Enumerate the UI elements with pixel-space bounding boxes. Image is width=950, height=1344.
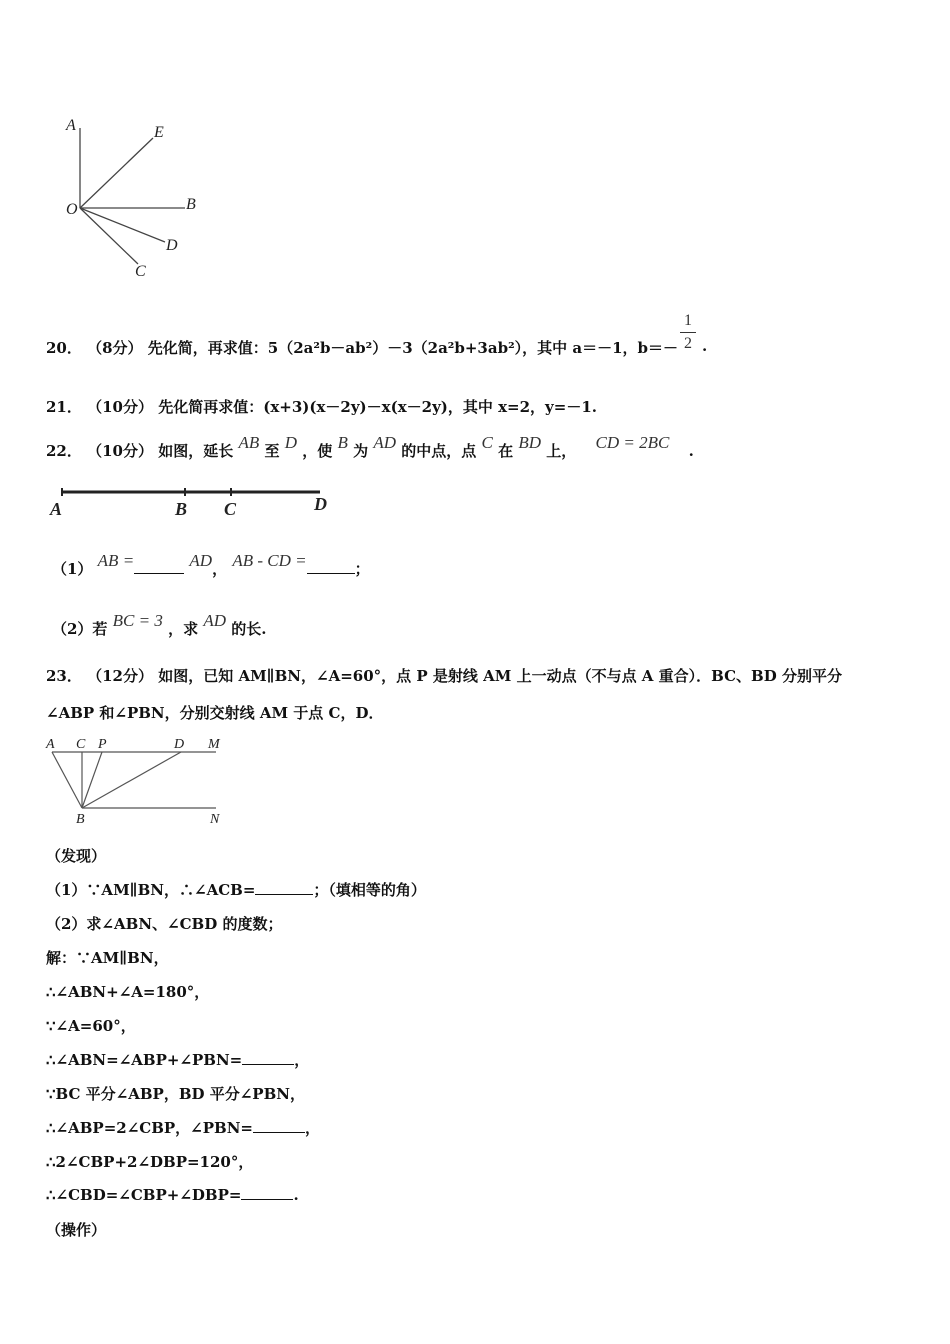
q22-sub1-math-1: AB = (97, 551, 135, 570)
q23-label-C: C (76, 737, 86, 752)
solution-blank-2[interactable] (253, 1118, 305, 1133)
solution-blank-1[interactable] (242, 1050, 294, 1065)
q22-sub1-math-3: AB - CD = (232, 551, 307, 570)
segment-figure-q22 (44, 484, 344, 520)
solution-line-8 (46, 1185, 299, 1204)
q22-math-B: B (337, 433, 348, 452)
solution-line-5: ∵BC 平分∠ABP，BD 平分∠PBN， (46, 1085, 305, 1103)
q22-text-3: ，使 (302, 442, 333, 460)
label-D: D (166, 237, 178, 254)
solution-line-8-tail: . (293, 1186, 299, 1204)
solution-line-6-text: ∴∠ABP=2∠CBP，∠PBN= (46, 1119, 253, 1137)
ray-OC (80, 208, 138, 264)
q22-text-1: 如图，延长 (158, 442, 234, 460)
solution-line-4 (46, 1049, 309, 1070)
solution-blank-3[interactable] (241, 1185, 293, 1200)
q22-sub1-blank-2[interactable] (307, 559, 355, 574)
q21-text: 先化简再求值：(x+3)(x－2y)－x(x－2y)，其中 x=2，y=－1. (158, 398, 597, 416)
q23-line-1: 如图，已知 AM∥BN，∠A=60°，点 P 是射线 AM 上一动点（不与点 A 重合）．BC、BD 分别平分 (158, 667, 842, 685)
q23-line-2: ∠ABP 和∠PBN，分别交射线 AM 于点 C，D． (46, 704, 384, 722)
q20-frac-numerator: 1 (684, 312, 692, 329)
q22-math-BD: BD (518, 433, 542, 452)
seg-label-D: D (314, 494, 327, 514)
parallel-lines-figure-q23 (44, 734, 234, 828)
q22-sub2-text-1: ，求 (168, 620, 199, 638)
segment-BP (82, 752, 102, 808)
q22-math-condition: CD = 2BC (595, 433, 670, 452)
solution-line-4-tail: ， (294, 1051, 310, 1069)
q22-sub1-blank-1[interactable] (134, 559, 184, 574)
solution-line-8-text: ∴∠CBD=∠CBP+∠DBP= (46, 1186, 242, 1204)
q22-number: 22． (46, 442, 82, 460)
solution-line-4-text: ∴∠ABN=∠ABP+∠PBN= (46, 1051, 243, 1069)
q22-math-AB: AB (238, 433, 260, 452)
solution-line-6 (46, 1117, 320, 1138)
q22-sub1-label: （1） (52, 560, 93, 578)
q23-number: 23． (46, 667, 82, 685)
q21-number: 21． (46, 398, 82, 416)
question-23 (46, 665, 842, 686)
q22-text-2: 至 (264, 442, 280, 460)
q23-step-1-blank[interactable] (255, 880, 313, 895)
label-A: A (66, 117, 76, 134)
q22-text-4: 为 (353, 442, 369, 460)
q23-step-1-tail: ；（填相等的角） (313, 881, 426, 899)
q23-step-1 (46, 879, 426, 900)
q22-math-C: C (481, 433, 493, 452)
q20-text: 先化简，再求值：5（2a²b－ab²）－3（2a²b+3ab²），其中 a＝－1，b＝－ (147, 339, 679, 357)
label-B: B (186, 196, 196, 213)
q22-sub2 (52, 611, 267, 639)
q22-text-6: 在 (498, 442, 514, 460)
q22-score: （10分） (87, 442, 153, 460)
ray-OE (80, 138, 153, 208)
segment-AB (52, 752, 82, 808)
segment-BD (82, 752, 181, 808)
q23-label-A: A (46, 737, 55, 752)
q22-math-AD: AD (373, 433, 397, 452)
question-20 (46, 337, 678, 358)
solution-line-2: ∴∠ABN+∠A=180°， (46, 983, 210, 1001)
q23-score: （12分） (87, 667, 153, 685)
q22-sub2-math-1: BC = 3 (112, 611, 163, 630)
q20-score: （8分） (87, 339, 143, 357)
q23-step-2: （2）求∠ABN、∠CBD 的度数； (46, 915, 283, 933)
q22-sub2-math-2: AD (203, 611, 227, 630)
question-21 (46, 396, 597, 417)
q22-sub1 (52, 551, 370, 579)
solution-line-3: ∵∠A=60°， (46, 1017, 136, 1035)
q22-sub1-comma: ， (212, 560, 228, 578)
q20-end: . (702, 337, 708, 355)
q22-text-5: 的中点，点 (401, 442, 477, 460)
q23-operate-heading: （操作） (46, 1221, 107, 1239)
q22-sub2-label: （2）若 (52, 620, 108, 638)
label-C: C (135, 263, 146, 280)
label-O: O (66, 201, 78, 218)
ray-OD (80, 208, 165, 242)
q21-score: （10分） (87, 398, 153, 416)
q23-label-P: P (98, 737, 107, 752)
q22-math-D: D (284, 433, 298, 452)
q23-label-B: B (76, 812, 85, 827)
q20-frac-denominator: 2 (684, 335, 692, 352)
q23-label-N: N (210, 812, 220, 827)
angle-figure-1 (60, 110, 210, 285)
question-22 (46, 433, 694, 461)
solution-line-7: ∴2∠CBP+2∠DBP=120°， (46, 1153, 254, 1171)
q23-label-D: D (174, 737, 185, 752)
q22-text-7: 上， (546, 442, 577, 460)
q23-discover-heading: （发现） (46, 847, 107, 865)
q23-step-1-text: （1）∵AM∥BN，∴∠ACB= (46, 881, 256, 899)
q20-fraction (680, 312, 696, 353)
q22-sub2-text-2: 的长. (231, 620, 267, 638)
q22-end: . (688, 442, 694, 460)
seg-label-A: A (50, 499, 63, 519)
seg-label-B: B (175, 499, 188, 519)
q20-number: 20． (46, 339, 82, 357)
q23-label-M: M (208, 737, 220, 752)
label-E: E (154, 124, 164, 141)
seg-label-C: C (224, 499, 237, 519)
q22-sub1-end: ； (354, 560, 370, 578)
solution-line-6-tail: ， (304, 1119, 320, 1137)
solution-line-1: 解：∵AM∥BN， (46, 949, 169, 967)
q22-sub1-math-2: AD (189, 551, 213, 570)
